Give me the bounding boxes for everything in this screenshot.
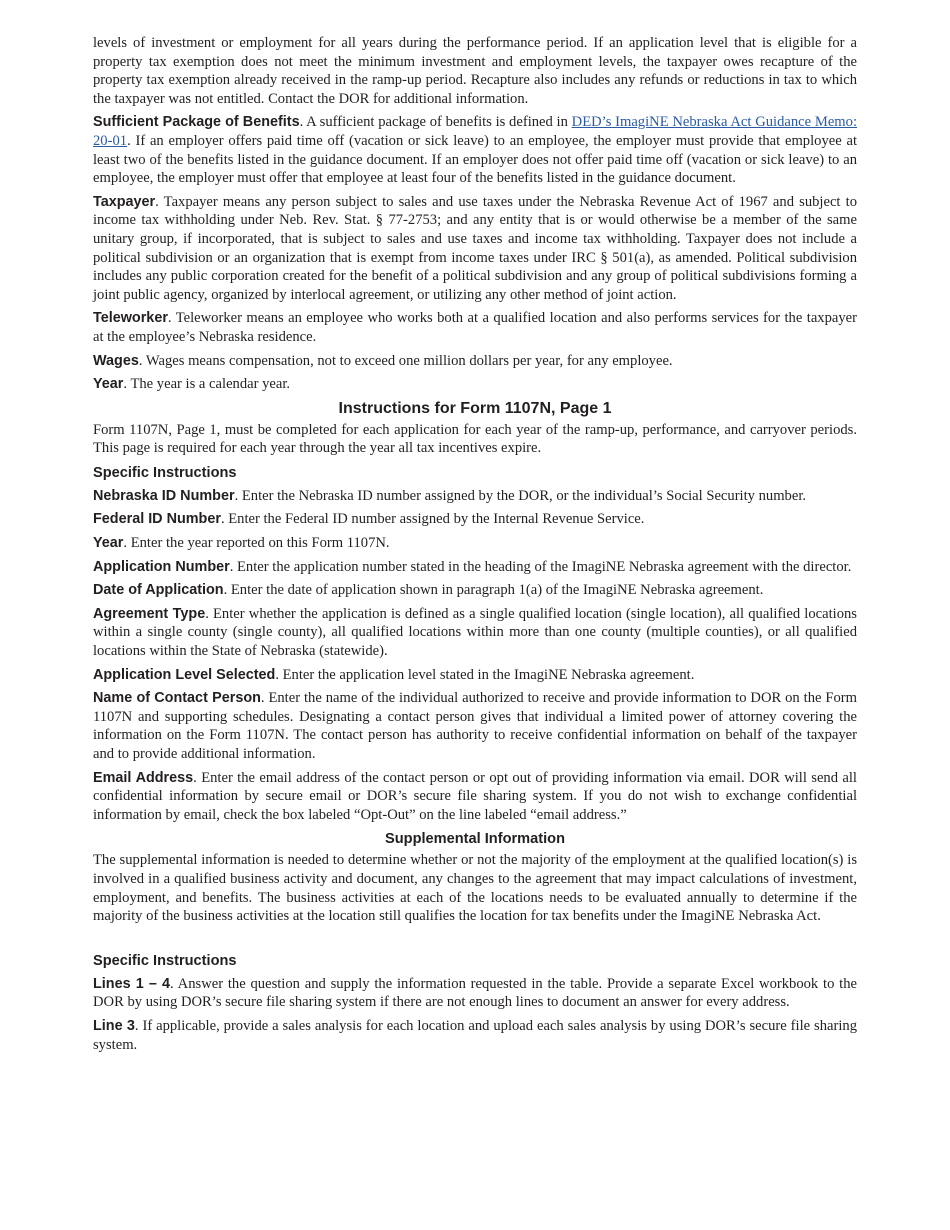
instruction-text: . Enter the date of application shown in paragraph 1(a) of the ImagiNE Nebraska agreement. <box>223 582 764 599</box>
document-page <box>93 34 857 1059</box>
definition-text: . Taxpayer means any person subject to sales and use taxes under the Nebraska Revenue Act of 1967 and subject to income tax withholding under Neb. Rev. Stat. § 77-2753; and any entity that is or would otherwise be a member of the same unitary group, if incorporated, that is subject to sales and use taxes and income tax withholding. Taxpayer does not include a political subdivision or an organization that is exempt from income taxes under IRC § 501(a), as amended. Political subdivision includes any public corporation created for the benefit of a political subdivision and any group of political subdivisions forming a joint public agency, organized by interlocal agreement, or utilizing any other method of joint action. <box>93 193 857 303</box>
definition-year <box>93 375 857 394</box>
instruction-text: . Enter the Federal ID number assigned by the Internal Revenue Service. <box>220 511 645 528</box>
page1-instructions-heading: Instructions for Form 1107N, Page 1 <box>338 399 612 417</box>
supplemental-intro: The supplemental information is needed to determine whether or not the majority of the employment at the qualified location(s) is involved in a qualified business activity and document, any changes to the agreement that may impact calculations of investment, employment, and benefits. The business activities at each of the locations needs to be evaluated annually to determine if the majority of the business activities at the location still qualifies the location for tax benefits under the ImagiNE Nebraska Act. <box>93 852 857 925</box>
definition-wages <box>93 352 857 371</box>
definition-term: Wages <box>93 352 139 369</box>
definition-term: Sufficient Package of Benefits <box>93 114 300 131</box>
definition-text: . The year is a calendar year. <box>123 376 291 393</box>
definition-teleworker <box>93 309 857 346</box>
instruction-line-3 <box>93 1017 857 1054</box>
instruction-text: . Enter the Nebraska ID number assigned by the DOR, or the individual’s Social Security number. <box>234 487 807 504</box>
spacer <box>93 931 857 950</box>
intro-paragraph: levels of investment or employment for all years during the performance period. If an application level that is eligible for a property tax exemption does not meet the minimum investment and employment levels, the taxpayer owes recapture of the property tax exemption already received in the ramp-up period. Recapture also includes any refunds or reductions in tax to which the taxpayer was not entitled. Contact the DOR for additional information. <box>93 35 857 107</box>
definition-sufficient-package <box>93 113 857 187</box>
instruction-email-address <box>93 769 857 825</box>
instruction-term: Email Address <box>93 769 194 786</box>
instruction-term: Nebraska ID Number <box>93 487 235 504</box>
instruction-nebraska-id <box>93 487 857 506</box>
definition-text: . Teleworker means an employee who works both at a qualified location and also performs services for the taxpayer at the employee’s Nebraska residence. <box>93 310 857 345</box>
instruction-term: Application Level Selected <box>93 666 276 683</box>
instruction-term: Line 3 <box>93 1017 135 1034</box>
specific-instructions-heading: Specific Instructions <box>93 464 237 481</box>
instruction-text: . Enter the email address of the contact person or opt out of providing information via email. DOR will send all confidential information by secure email or DOR’s secure file sharing system. If you do not wish to exchange confidential information by email, check the box labeled “Opt-Out” on the line labeled “email address.” <box>93 769 857 823</box>
instruction-contact-person <box>93 689 857 763</box>
instruction-text: . Answer the question and supply the information requested in the table. Provide a separate Excel workbook to the DOR by using DOR’s secure file sharing system if there are not enough lines to document an answer for every address. <box>93 975 857 1011</box>
instruction-term: Application Number <box>93 558 230 575</box>
instruction-term: Name of Contact Person <box>93 690 261 707</box>
instruction-lines-1-4 <box>93 975 857 1012</box>
instruction-text: . If applicable, provide a sales analysis for each location and upload each sales analysis by using DOR’s secure file sharing system. <box>93 1017 857 1053</box>
instruction-term: Date of Application <box>93 582 224 599</box>
instruction-application-number <box>93 558 857 577</box>
instruction-text: . Enter the name of the individual authorized to receive and provide information to DOR on the Form 1107N and supporting schedules. Designating a contact person gives that individual a limited power of attorney covering the information on the Form 1107N. The contact person has authority to receive confidential information on behalf of the taxpayer and to provide additional information. <box>93 690 857 762</box>
instruction-date-of-application <box>93 581 857 600</box>
definition-term: Taxpayer <box>93 193 156 210</box>
instruction-text: . Enter the application level stated in the ImagiNE Nebraska agreement. <box>275 666 695 683</box>
instruction-term: Year <box>93 535 124 552</box>
definition-text: . If an employer offers paid time off (vacation or sick leave) to an employee, the employer must provide that employee at least two of the benefits listed in the guidance document. If an employer does not offer paid time off (vacation or sick leave) to an employee, the employer must offer that employee at least four of the benefits listed in the guidance document. <box>93 132 857 187</box>
instruction-text: . Enter whether the application is defined as a single qualified location (single location), all qualified locations within a single county (single county), all qualified locations within more than one county (multiple counties), or all qualified locations within the State of Nebraska (statewide). <box>93 605 857 660</box>
definition-term: Year <box>93 376 124 393</box>
definition-term: Teleworker <box>93 310 168 327</box>
instruction-term: Federal ID Number <box>93 511 221 528</box>
definition-taxpayer <box>93 193 857 305</box>
instruction-federal-id <box>93 510 857 529</box>
supplemental-information-heading: Supplemental Information <box>385 831 565 848</box>
instruction-term: Lines 1 – 4 <box>93 975 171 992</box>
definition-text: . A sufficient package of benefits is defined in <box>299 114 572 131</box>
instruction-text: . Enter the application number stated in the heading of the ImagiNE Nebraska agreement with the director. <box>229 558 852 575</box>
instruction-agreement-type <box>93 605 857 661</box>
instruction-text: . Enter the year reported on this Form 1107N. <box>123 535 390 552</box>
page1-intro: Form 1107N, Page 1, must be completed for each application for each year of the ramp-up, performance, and carryover periods. This page is required for each year through the year all tax incentives expire. <box>93 421 857 457</box>
instruction-year <box>93 534 857 553</box>
definition-text: . Wages means compensation, not to exceed one million dollars per year, for any employee. <box>138 352 673 369</box>
instruction-application-level <box>93 666 857 685</box>
instruction-term: Agreement Type <box>93 605 206 622</box>
supplemental-specific-instructions-heading: Specific Instructions <box>93 952 237 969</box>
guidance-memo-link[interactable]: DED’s ImagiNE Nebraska Act Guidance Memo: 20-01 <box>93 114 858 149</box>
